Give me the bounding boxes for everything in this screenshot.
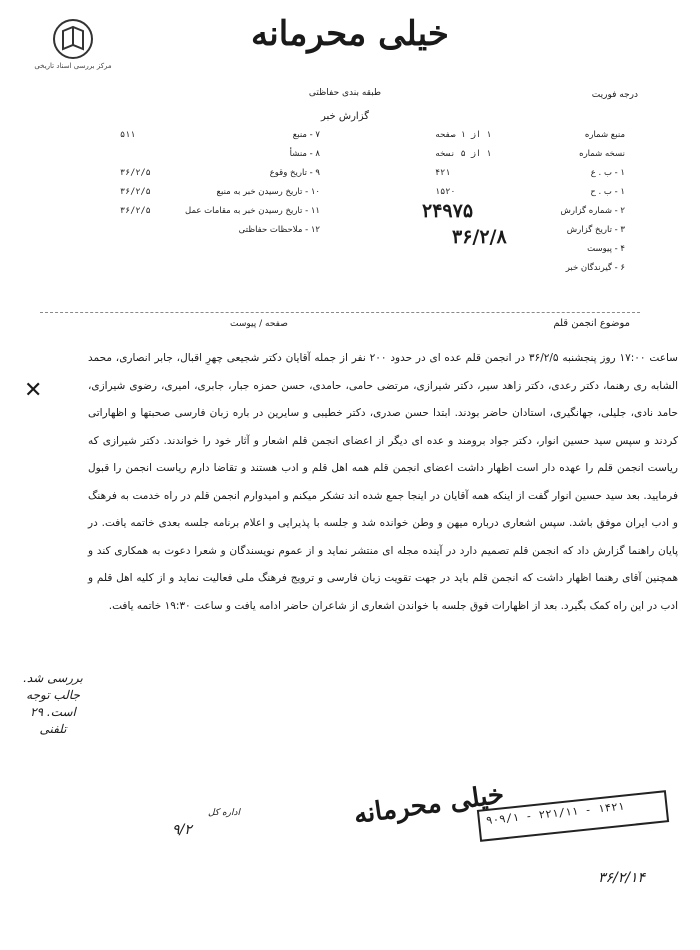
subject-line: موضوع انجمن قلم — [553, 318, 630, 329]
archive-emblem-icon — [52, 18, 94, 60]
form-field — [435, 145, 625, 164]
logo-caption: مرکز بررسی اسناد تاریخی — [34, 62, 112, 70]
margin-handwritten-note: بررسی شد. جالب توجه است. ۲۹ تلفنی — [23, 671, 83, 736]
archive-logo — [28, 18, 118, 78]
field-label: نسخه شماره — [579, 149, 625, 159]
field-label: ۶ - گیرندگان خبر — [565, 263, 625, 273]
report-title: گزارش خبر — [321, 111, 369, 122]
field-value: ۴۲۱ — [435, 168, 451, 178]
margin-arrow-mark: ✕ — [24, 378, 43, 403]
form-field — [120, 221, 320, 240]
form-field — [435, 164, 625, 183]
form-field — [120, 145, 320, 164]
classification-stamp: خیلی محرمانه — [351, 779, 506, 831]
field-label: ۱ - ب . ع — [590, 168, 625, 178]
field-label: ۱۲ - ملاحظات حفاظتی — [238, 225, 320, 235]
field-label: ۴ - پیوست — [587, 244, 625, 254]
registry-stamp-box: ۹۰۹/۱ - ۲۲۱/۱۱ - ۱۴۲۱ — [477, 790, 669, 842]
handwritten-report-number: ۲۴۹۷۵ — [422, 200, 474, 222]
field-label: ۱۱ - تاریخ رسیدن خبر به مقامات عمل — [185, 206, 320, 216]
signature-right-date: ۳۶/۲/۱۴ — [598, 870, 646, 886]
field-label: ۸ - منشأ — [289, 149, 320, 159]
field-label: ۱ - ب . ح — [590, 187, 625, 197]
field-label: منبع شماره — [584, 130, 625, 140]
page-mark: صفحه / پیوست — [230, 319, 288, 329]
field-value: ۱ از ۱ صفحه — [435, 130, 492, 140]
field-value: ۱ از ۵ نسخه — [435, 149, 492, 159]
field-label: ۱۰ - تاریخ رسیدن خبر به منبع — [216, 187, 320, 197]
form-fields-left — [120, 126, 320, 240]
field-value: ۵۱۱ — [120, 130, 136, 140]
handwritten-report-date: ۳۶/۲/۸ — [452, 226, 507, 248]
form-field — [120, 202, 320, 221]
urgency-label: درجه فوریت — [591, 90, 638, 100]
field-label: ۲ - شماره گزارش — [560, 206, 625, 216]
field-value: ۳۶/۲/۵ — [120, 187, 151, 197]
field-label: ۹ - تاریخ وقوع — [269, 168, 320, 178]
field-value: ۳۶/۲/۵ — [120, 168, 151, 178]
form-field — [120, 183, 320, 202]
field-label: ۳ - تاریخ گزارش — [566, 225, 625, 235]
report-body: ساعت ۱۷:۰۰ روز پنجشنبه ۳۶/۲/۵ در انجمن قلم عده ای در حدود ۲۰۰ نفر از جمله آقایان دکتر شجیعی چهرِ اقبال، جابر انصاری، محمد الشابه ری رهنما، دکتر رعدی، دکتر زاهد سیر، دکتر شیرازی، مرتضی حامی، حامدی، حسن حمزه جبار، جابری، امیری، رضوی شیرازی، حامد نادی، جلیلی، جهانگیری، استادان حاضر بودند. ابتدا حسن صدری، دکتر خطیبی و سایرین در باره زبان فارسی صحبتها و اظهاراتی کردند و سپس سید حسین انوار، دکتر جواد برومند و عده ای دیگر از اعضای انجمن قلم اشعار و آثار خود را خواندند. دکتر شیرازی که ریاست انجمن قلم را عهده دار است اظهار داشت اعضای انجمن قلم همه اهل قلم و ادب هستند و تقاضا دارم ریاست انجمن را قبول فرمایید. بعد سید حسین انوار گفت از اینکه همه آقایان در اینجا جمع شده اند تشکر میکنم و امیدوارم انجمن قلم در راه خدمت به فرهنگ و ادب ایران موفق باشد. سپس اشعاری درباره میهن و وطن خوانده شد و جلسه با پذیرایی و اعلام برنامه جلسه بعدی خاتمه یافت. در پایان راهنما گزارش داد که انجمن قلم تصمیم دارد در آینده مجله ای منتشر نماید و از عموم نویسندگان و شعرا دعوت به همکاری کند و همچنین آقای رهنما اظهار داشت که انجمن قلم باید در جهت تقویت زبان فارسی و ترویج فرهنگ ملی فعالیت نماید و از کلیه اهل قلم و ادب در این راه کمک بگیرد. بعد از اظهارات فوق جلسه با خواندن اشعاری از شاعران حاضر ادامه یافت و ساعت ۱۹:۳۰ خاتمه یافت. — [88, 352, 678, 612]
security-classification-label: طبقه بندی حفاظتی — [308, 88, 382, 98]
field-value: ۳۶/۲/۵ — [120, 206, 151, 216]
classification-heading: خیلی محرمانه — [251, 14, 449, 54]
form-field — [120, 164, 320, 183]
form-field — [435, 259, 625, 278]
signature-left-note: اداره کل — [208, 808, 241, 818]
form-field — [435, 126, 625, 145]
field-value: ۱۵۲۰ — [435, 187, 456, 197]
signature-left: ۹/۲ — [172, 822, 192, 838]
form-field — [120, 126, 320, 145]
section-divider — [40, 312, 640, 313]
field-label: ۷ - منبع — [292, 130, 320, 140]
